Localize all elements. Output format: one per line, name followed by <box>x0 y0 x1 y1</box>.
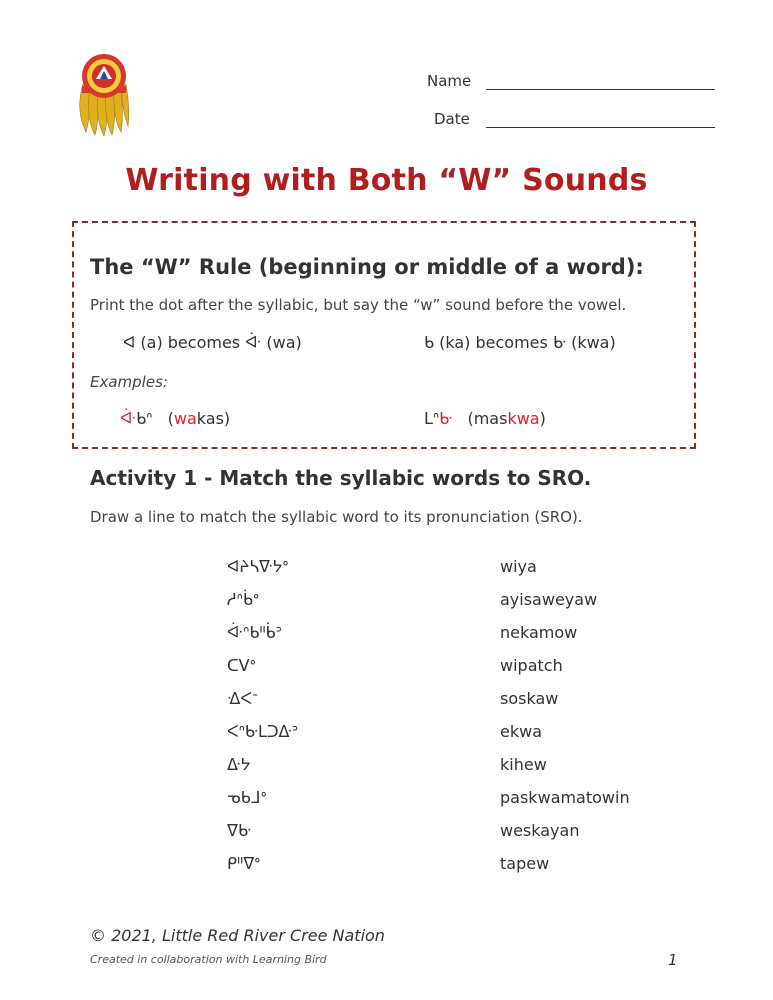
example-sro-rest: mas <box>473 409 508 428</box>
collaboration-credit: Created in collaboration with Learning Bird <box>90 953 327 966</box>
rule-pair-a: ᐊ (a) becomes ᐚ (wa) <box>123 333 302 352</box>
name-label: Name <box>427 72 472 90</box>
sro-word[interactable]: tapew <box>500 854 550 873</box>
page-number: 1 <box>668 951 678 969</box>
sro-word[interactable]: ekwa <box>500 722 542 741</box>
rule-pair-ka: ᑲ (ka) becomes ᑿ (kwa) <box>424 333 616 352</box>
syllabic-word[interactable]: ᐊᔨᓴᐍᔭᐤ <box>227 557 289 576</box>
sro-word[interactable]: weskayan <box>500 821 580 840</box>
example-open-paren: ( <box>467 409 474 428</box>
activity-heading: Activity 1 - Match the syllabic words to SRO. <box>90 466 592 490</box>
example-close-paren: ) <box>539 409 546 428</box>
sro-word[interactable]: wipatch <box>500 656 563 675</box>
examples-label: Examples: <box>90 373 168 391</box>
sro-word[interactable]: ayisaweyaw <box>500 590 598 609</box>
syllabic-word[interactable]: ᐁᑿ <box>227 821 251 840</box>
syllabic-word[interactable]: ᑭᐦᐁᐤ <box>227 854 261 873</box>
syllabic-word[interactable]: ᐎᐸᐨ <box>227 689 259 708</box>
syllabic-word[interactable]: ᐚᐢᑲᐦᑳᐣ <box>227 623 282 642</box>
example-sro-highlight: wa <box>173 409 197 428</box>
example-maskwa <box>424 409 546 428</box>
example-syllabic-rest: ᑲᐢ <box>136 409 153 428</box>
rule-heading: The “W” Rule (beginning or middle of a word): <box>90 255 644 279</box>
example-sro-rest: kas <box>196 409 224 428</box>
example-close-paren: ) <box>223 409 231 428</box>
nation-logo <box>74 52 134 136</box>
syllabic-word[interactable]: ᓀᑲᒧᐤ <box>227 788 267 807</box>
sro-word[interactable]: paskwamatowin <box>500 788 630 807</box>
example-wakas <box>120 409 230 428</box>
sro-word[interactable]: kihew <box>500 755 547 774</box>
example-sro-highlight: kwa <box>507 409 540 428</box>
name-field[interactable] <box>486 89 715 90</box>
sro-word[interactable]: soskaw <box>500 689 559 708</box>
example-open-paren: ( <box>167 409 174 428</box>
sro-word-list <box>500 555 700 885</box>
copyright-notice: © 2021, Little Red River Cree Nation <box>90 926 385 945</box>
page-title: Writing with Both “W” Sounds <box>125 163 648 198</box>
example-syllabic-highlight: ᑿ <box>439 409 453 428</box>
examples-label-text: Examples <box>90 373 163 391</box>
rule-text: Print the dot after the syllabic, but say the “w” sound before the vowel. <box>90 296 627 314</box>
sro-word[interactable]: wiya <box>500 557 537 576</box>
syllabic-word[interactable]: ᑕᐯᐤ <box>227 656 256 675</box>
syllabic-word-list <box>227 555 427 885</box>
activity-instructions: Draw a line to match the syllabic word to its pronunciation (SRO). <box>90 508 583 526</box>
date-label: Date <box>434 110 470 128</box>
date-field[interactable] <box>486 127 715 128</box>
sro-word[interactable]: nekamow <box>500 623 578 642</box>
syllabic-word[interactable]: ᐏᔭ <box>227 755 251 774</box>
example-syllabic-highlight: ᐚ <box>120 409 137 428</box>
syllabic-word[interactable]: ᐸᐢᑿᒪᑐᐏᐣ <box>227 722 299 741</box>
example-syllabic-rest: ᒪᐢ <box>424 409 440 428</box>
syllabic-word[interactable]: ᓱᐢᑳᐤ <box>227 590 260 609</box>
